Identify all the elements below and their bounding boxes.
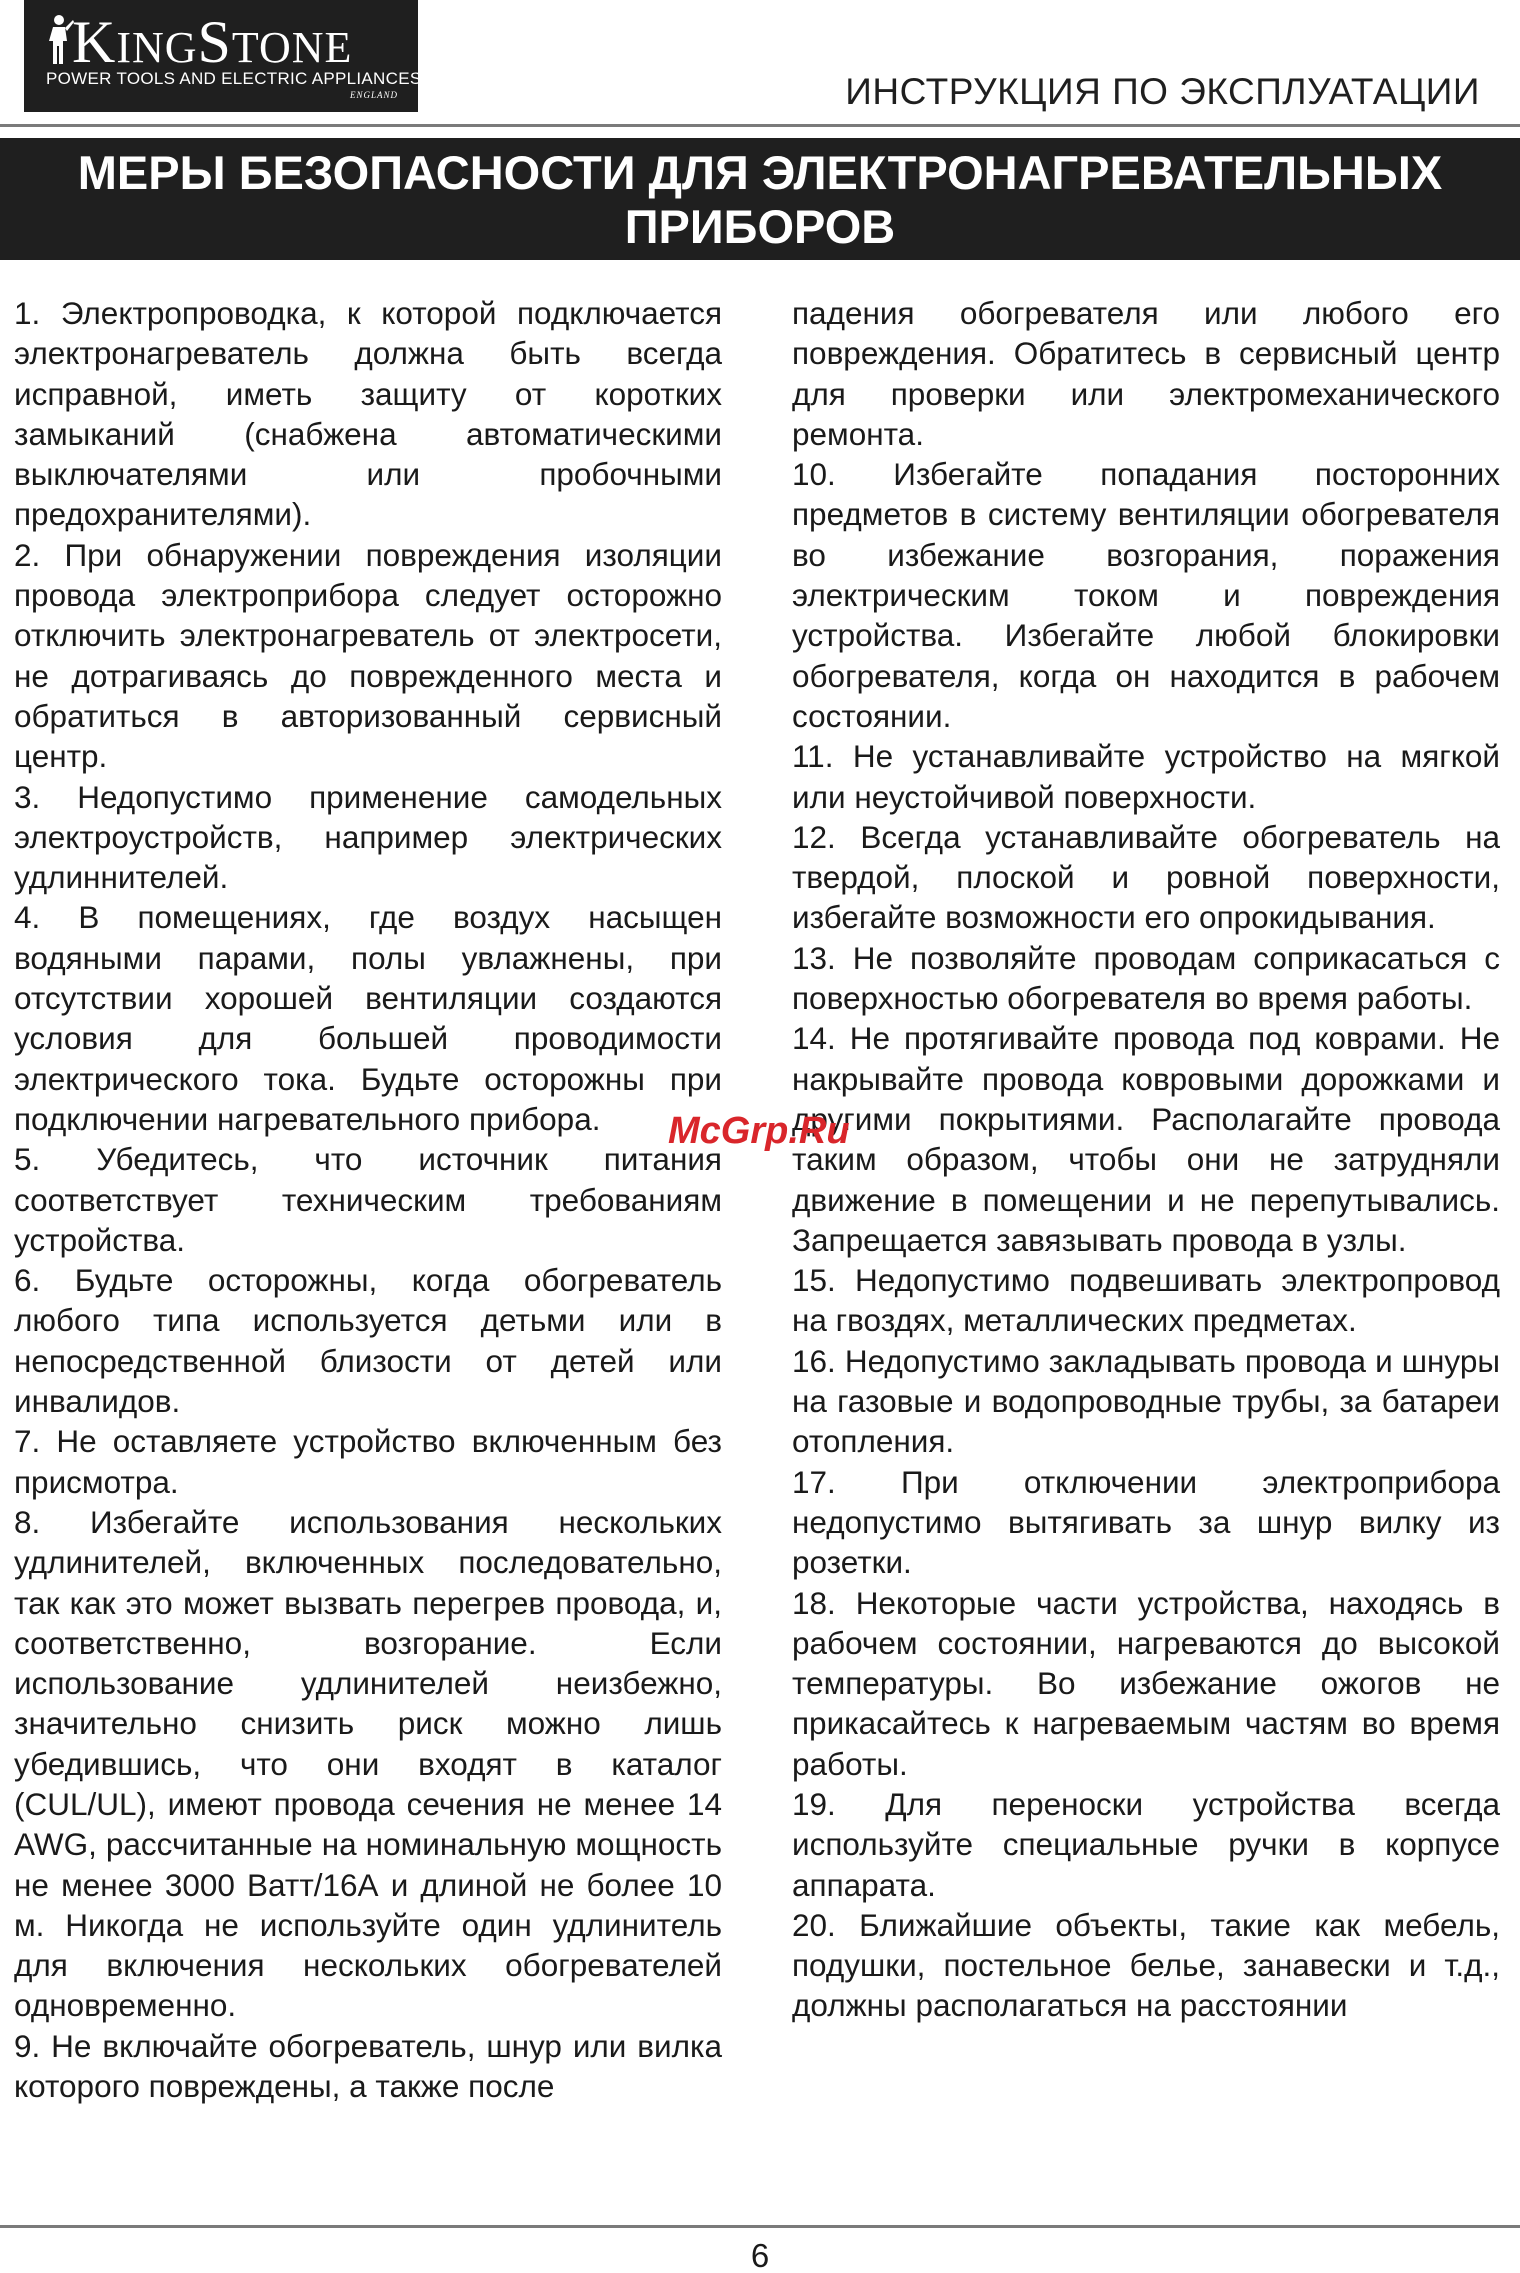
safety-item: 7. Не оставляете устройство включенным без присмотра. bbox=[14, 1423, 722, 1500]
safety-item: 11. Не устанавливайте устройство на мягкой или неустойчивой поверхности. bbox=[792, 738, 1500, 815]
safety-item: 13. Не позволяйте проводам соприкасаться с поверхностью обогревателя во время работы. bbox=[792, 939, 1500, 1017]
header-divider bbox=[0, 124, 1520, 127]
brand-letters-ing: ING bbox=[116, 23, 198, 72]
climber-figure-icon bbox=[44, 14, 74, 66]
safety-item: 20. Ближайшие объекты, такие как мебель, подушки, постельное белье, занавески и т.д., должны располагаться на расстоянии bbox=[792, 1906, 1500, 2024]
right-column bbox=[792, 293, 1500, 2026]
safety-item: 6. Будьте осторожны, когда обогреватель любого типа используется детьми или в непосредственной близости от детей или инвалидов. bbox=[14, 1262, 722, 1420]
safety-item: 16. Недопустимо закладывать провода и шнуры на газовые и водопроводные трубы, за батареи отопления. bbox=[792, 1342, 1500, 1460]
safety-item: 8. Избегайте использования нескольких удлинителей, включенных последовательно, так как это может вызвать перегрев провода, и, соответственно, возгорание. Если использование удлинителей неизбежно, значительно снизить риск можно лишь убедившись, что они входят в каталог (CUL/UL), имеют провода сечения не менее 14 AWG, рассчитанные на номинальную мощность не менее 3000 Ватт/16А и длиной не более 10 м. Никогда не используйте один удлинитель для включения нескольких обогревателей одновременно. bbox=[14, 1503, 722, 2024]
safety-item: 10. Избегайте попадания посторонних предметов в систему вентиляции обогревателя во избежание возгорания, поражения электрическим током и повреждения устройства. Избегайте любой блокировки обогревателя, когда он находится в рабочем состоянии. bbox=[792, 456, 1500, 734]
safety-item: 1. Электропроводка, к которой подключается электронагреватель должна быть всегда исправной, иметь защиту от коротких замыканий (снабжена автоматическими выключателями или пробочными предохранителями). bbox=[14, 295, 722, 533]
safety-item: 14. Не протягивайте провода под коврами. Не накрывайте провода ковровыми дорожками и другими покрытиями. Располагайте провода таким образом, чтобы они не затрудняли движение в помещении и не перепутывались. Запрещается завязывать провода в узлы. bbox=[792, 1020, 1500, 1258]
safety-item: 5. Убедитесь, что источник питания соответствует техническим требованиям устройства. bbox=[14, 1141, 722, 1258]
safety-item-continued: падения обогревателя или любого его повреждения. Обратитесь в сервисный центр для проверки или электромеханического ремонта. bbox=[792, 295, 1500, 452]
safety-item: 15. Недопустимо подвешивать электропровод на гвоздях, металлических предметах. bbox=[792, 1262, 1500, 1339]
brand-logo bbox=[24, 0, 422, 112]
footer-divider bbox=[0, 2225, 1520, 2228]
safety-item: 3. Недопустимо применение самодельных электроустройств, например электрических удлиннителей. bbox=[14, 778, 722, 896]
safety-item: 2. При обнаружении повреждения изоляции провода электроприбора следует осторожно отключить электронагреватель от электросети, не дотрагиваясь до поврежденного места и обратиться в авторизованный сервисный центр. bbox=[14, 536, 722, 775]
brand-country: ENGLAND bbox=[349, 90, 398, 100]
safety-item: 19. Для переноски устройства всегда используйте специальные ручки в корпусе аппарата. bbox=[792, 1785, 1500, 1903]
watermark: McGrp.Ru bbox=[668, 1110, 850, 1152]
brand-letter-s: S bbox=[197, 9, 232, 75]
section-title-banner bbox=[0, 138, 1520, 260]
safety-item: 4. В помещениях, где воздух насыщен водяными парами, полы увлажнены, при отсутствии хорошей вентиляции создаются условия для большей проводимости электрического тока. Будьте осторожны при подключении нагревательного прибора. bbox=[14, 899, 722, 1137]
section-title-line-1: МЕРЫ БЕЗОПАСНОСТИ ДЛЯ ЭЛЕКТРОНАГРЕВАТЕЛЬНЫХ bbox=[77, 146, 1443, 199]
safety-item: 12. Всегда устанавливайте обогреватель на твердой, плоской и ровной поверхности, избегайте возможности его опрокидывания. bbox=[792, 818, 1500, 936]
safety-item: 9. Не включайте обогреватель, шнур или вилка которого повреждены, а также после bbox=[14, 2027, 722, 2105]
brand-tagline: POWER TOOLS AND ELECTRIC APPLIANCES bbox=[46, 69, 422, 88]
left-column bbox=[14, 293, 722, 2106]
section-title-line-2: ПРИБОРОВ bbox=[624, 200, 896, 253]
page-number: 6 bbox=[750, 2237, 770, 2273]
safety-item: 18. Некоторые части устройства, находясь в рабочем состоянии, нагреваются до высокой температуры. Во избежание ожогов не прикасайтесь к нагреваемым частям во время работы. bbox=[792, 1584, 1500, 1782]
document-title: ИНСТРУКЦИЯ ПО ЭКСПЛУАТАЦИИ bbox=[845, 71, 1480, 112]
safety-item: 17. При отключении электроприбора недопустимо вытягивать за шнур вилку из розетки. bbox=[792, 1463, 1500, 1581]
brand-letter-k: K bbox=[72, 9, 117, 75]
brand-letters-tone: TONE bbox=[231, 23, 353, 72]
